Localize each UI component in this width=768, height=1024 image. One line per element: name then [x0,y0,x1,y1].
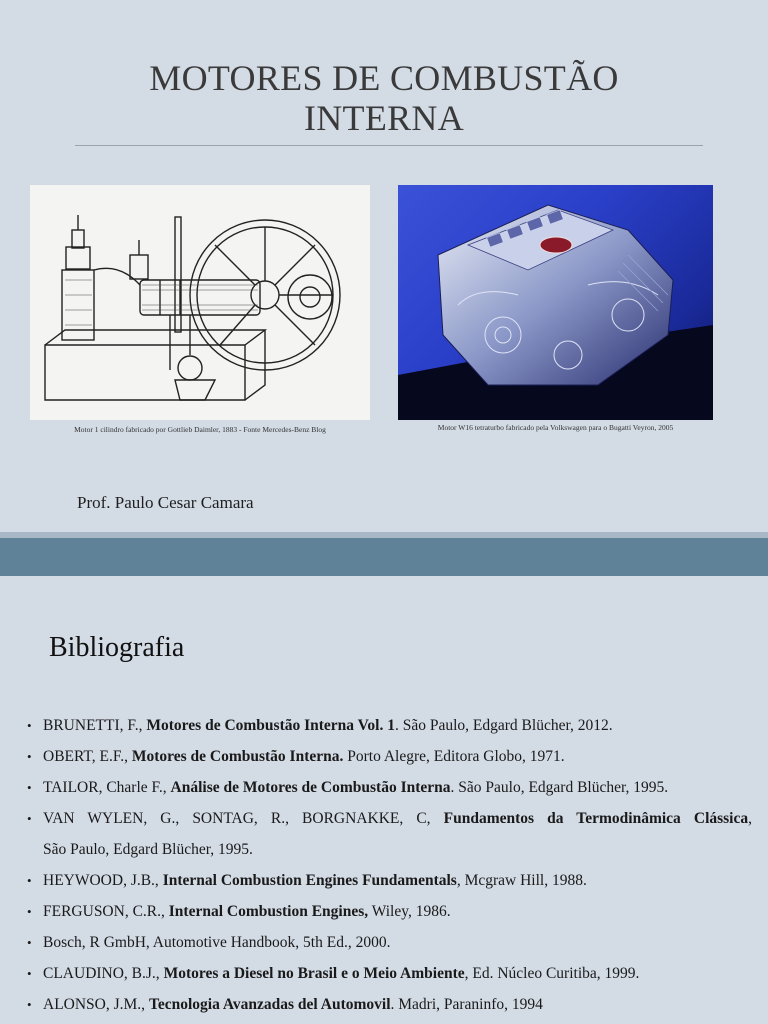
ref-title: Análise de Motores de Combustão Interna [170,779,451,796]
list-item [27,772,752,803]
list-item [27,896,752,927]
caption-right: Motor W16 tetraturbo fabricado pela Volkswagen para o Bugatti Veyron, 2005 [437,423,674,432]
list-item [27,710,752,741]
ref-author: Bosch, R GmbH, Automotive Handbook, 5th Ed., 2000. [43,934,391,951]
w16-engine-drawing [398,185,713,420]
ref-title: Tecnologia Avanzadas del Automovil [148,996,391,1013]
ref-author: TAILOR, Charle F., [43,779,171,796]
title-line-2: INTERNA [303,98,465,138]
list-item [27,927,752,958]
ref-publisher: São Paulo, Edgard Blücher, 1995. [43,841,253,858]
ref-title: Motores a Diesel no Brasil e o Meio Ambiente [163,965,465,982]
list-item [27,741,752,772]
ref-publisher: . Madri, Paraninfo, 1994 [390,996,543,1013]
author-name: Prof. Paulo Cesar Camara [77,493,254,512]
ref-publisher: , Ed. Núcleo Curitiba, 1999. [464,965,640,982]
ref-publisher: . São Paulo, Edgard Blücher, 1995. [450,779,669,796]
ref-author: VAN WYLEN, G., SONTAG, R., BORGNAKKE, C, [43,810,444,827]
ref-author: ALONSO, J.M., [43,996,149,1013]
ref-title: Motores de Combustão Interna Vol. 1 [146,717,395,734]
reference-list [27,710,752,1020]
title-line-1: MOTORES DE COMBUSTÃO [149,58,619,98]
slide-separator-band [0,538,768,576]
list-item [27,865,752,896]
list-item-continuation [27,834,752,865]
ref-author: HEYWOOD, J.B., [43,872,163,889]
ref-publisher: Porto Alegre, Editora Globo, 1971. [343,748,565,765]
ref-title: Motores de Combustão Interna. [131,748,344,765]
ref-author: OBERT, E.F., [43,748,132,765]
title-divider [75,145,703,146]
ref-publisher: , Mcgraw Hill, 1988. [456,872,587,889]
caption-left: Motor 1 cilindro fabricado por Gottlieb Daimler, 1883 - Fonte Mercedes-Benz Blog [74,425,326,434]
ref-author: FERGUSON, C.R., [43,903,169,920]
list-item [27,803,752,834]
daimler-engine-drawing [30,185,370,420]
daimler-engine-image [30,185,370,420]
ref-publisher: , [748,810,752,827]
w16-engine-image [398,185,713,420]
ref-title: Fundamentos da Termodinâmica Clássica [443,810,749,827]
page-title [0,58,768,138]
ref-author: BRUNETTI, F., [43,717,147,734]
ref-publisher: . São Paulo, Edgard Blücher, 2012. [394,717,613,734]
list-item [27,989,752,1020]
ref-author: CLAUDINO, B.J., [43,965,164,982]
list-item [27,958,752,989]
ref-publisher: Wiley, 1986. [368,903,451,920]
ref-title: Internal Combustion Engines, [168,903,369,920]
bibliography-heading: Bibliografia [49,632,185,663]
ref-title: Internal Combustion Engines Fundamentals [162,872,457,889]
